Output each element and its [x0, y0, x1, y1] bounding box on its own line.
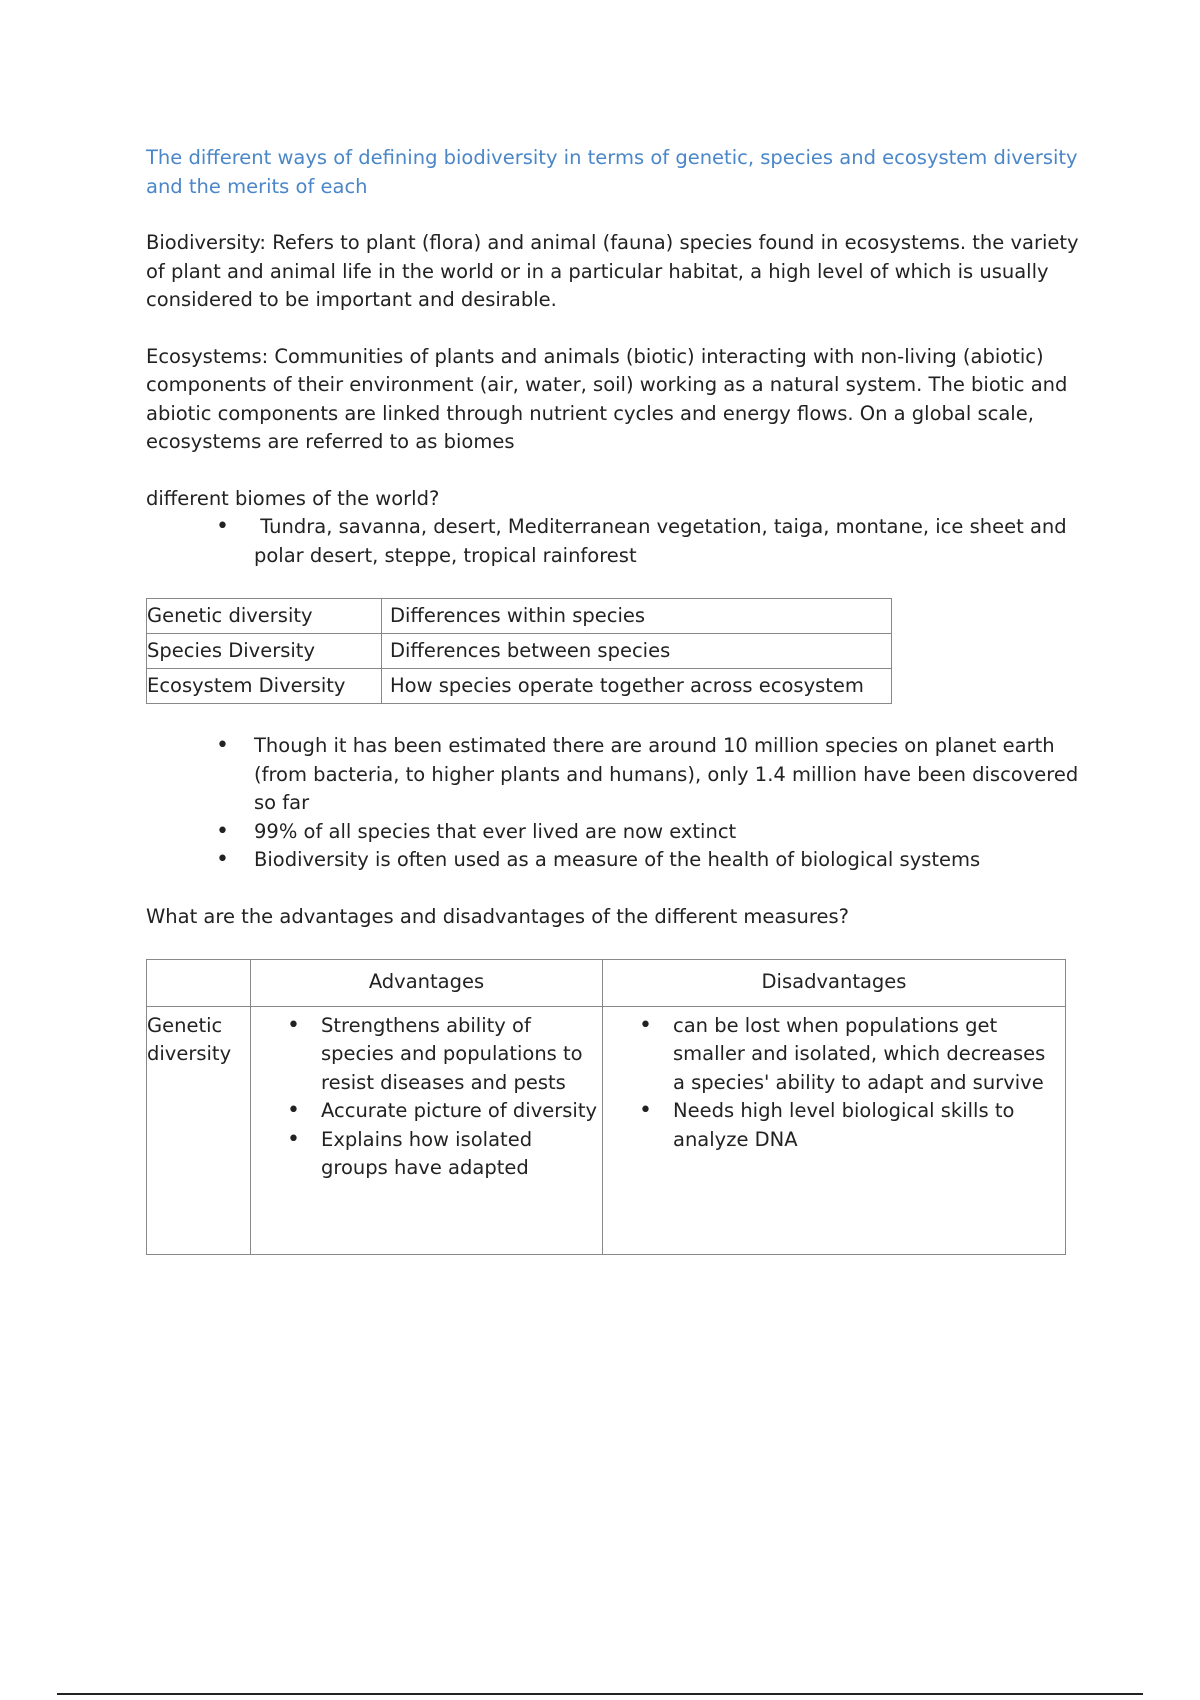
table-cell-type: Ecosystem Diversity [147, 669, 382, 704]
disadvantages-list [603, 1012, 1059, 1155]
table-row [147, 1006, 1066, 1254]
table-row [147, 599, 892, 634]
list-item: • Biodiversity is often used as a measure of the health of biological systems [146, 846, 1092, 875]
advantages-list [251, 1012, 598, 1183]
list-item: • can be lost when populations get smaller and isolated, which decreases a species' ability to adapt and survive [603, 1012, 1059, 1098]
list-item: • Though it has been estimated there are around 10 million species on planet earth (from bacteria, to higher plants and humans), only 1.4 million have been discovered so far [146, 732, 1092, 818]
table-cell-description: How species operate together across ecosystem [382, 669, 892, 704]
table-row [147, 669, 892, 704]
measures-question: What are the advantages and disadvantages of the different measures? [146, 904, 849, 928]
diversity-types-table [146, 598, 892, 704]
table-header-disadvantages: Disadvantages [603, 960, 1066, 1007]
row-label: Genetic diversity [147, 1006, 251, 1254]
list-item: • Needs high level biological skills to analyze DNA [603, 1097, 1059, 1154]
biomes-question: different biomes of the world? [146, 486, 440, 510]
disadvantages-cell [603, 1006, 1066, 1254]
advantages-cell [251, 1006, 603, 1254]
facts-list [146, 732, 1092, 875]
table-header-advantages: Advantages [251, 960, 603, 1007]
list-item: • Explains how isolated groups have adapted [251, 1126, 598, 1183]
table-cell-type: Genetic diversity [147, 599, 382, 634]
list-item: • Accurate picture of diversity [251, 1097, 598, 1126]
biomes-list [146, 513, 1092, 570]
list-item: • Strengthens ability of species and populations to resist diseases and pests [251, 1012, 598, 1098]
table-header-row [147, 960, 1066, 1007]
footer-divider [57, 1693, 1143, 1695]
list-item: • 99% of all species that ever lived are now extinct [146, 818, 1092, 847]
table-cell-description: Differences between species [382, 634, 892, 669]
table-header-empty [147, 960, 251, 1007]
document-page [146, 144, 1092, 1255]
measures-table [146, 959, 1066, 1255]
table-row [147, 634, 892, 669]
ecosystems-definition: Ecosystems: Communities of plants and animals (biotic) interacting with non-living (abiotic) components of their environment (air, water, soil) working as a natural system. The biotic and abiotic components are linked through nutrient cycles and energy flows. On a global scale, ecosystems are referred to as biomes [146, 344, 1068, 453]
biodiversity-definition: Biodiversity: Refers to plant (flora) and animal (fauna) species found in ecosystems. the variety of plant and animal life in the world or in a particular habitat, a high level of which is usually considered to be important and desirable. [146, 231, 1079, 311]
list-item: • Tundra, savanna, desert, Mediterranean vegetation, taiga, montane, ice sheet and polar desert, steppe, tropical rainforest [146, 513, 1092, 570]
section-heading: The different ways of defining biodiversity in terms of genetic, species and ecosystem diversity and the merits of each [146, 146, 1078, 198]
table-cell-type: Species Diversity [147, 634, 382, 669]
table-cell-description: Differences within species [382, 599, 892, 634]
